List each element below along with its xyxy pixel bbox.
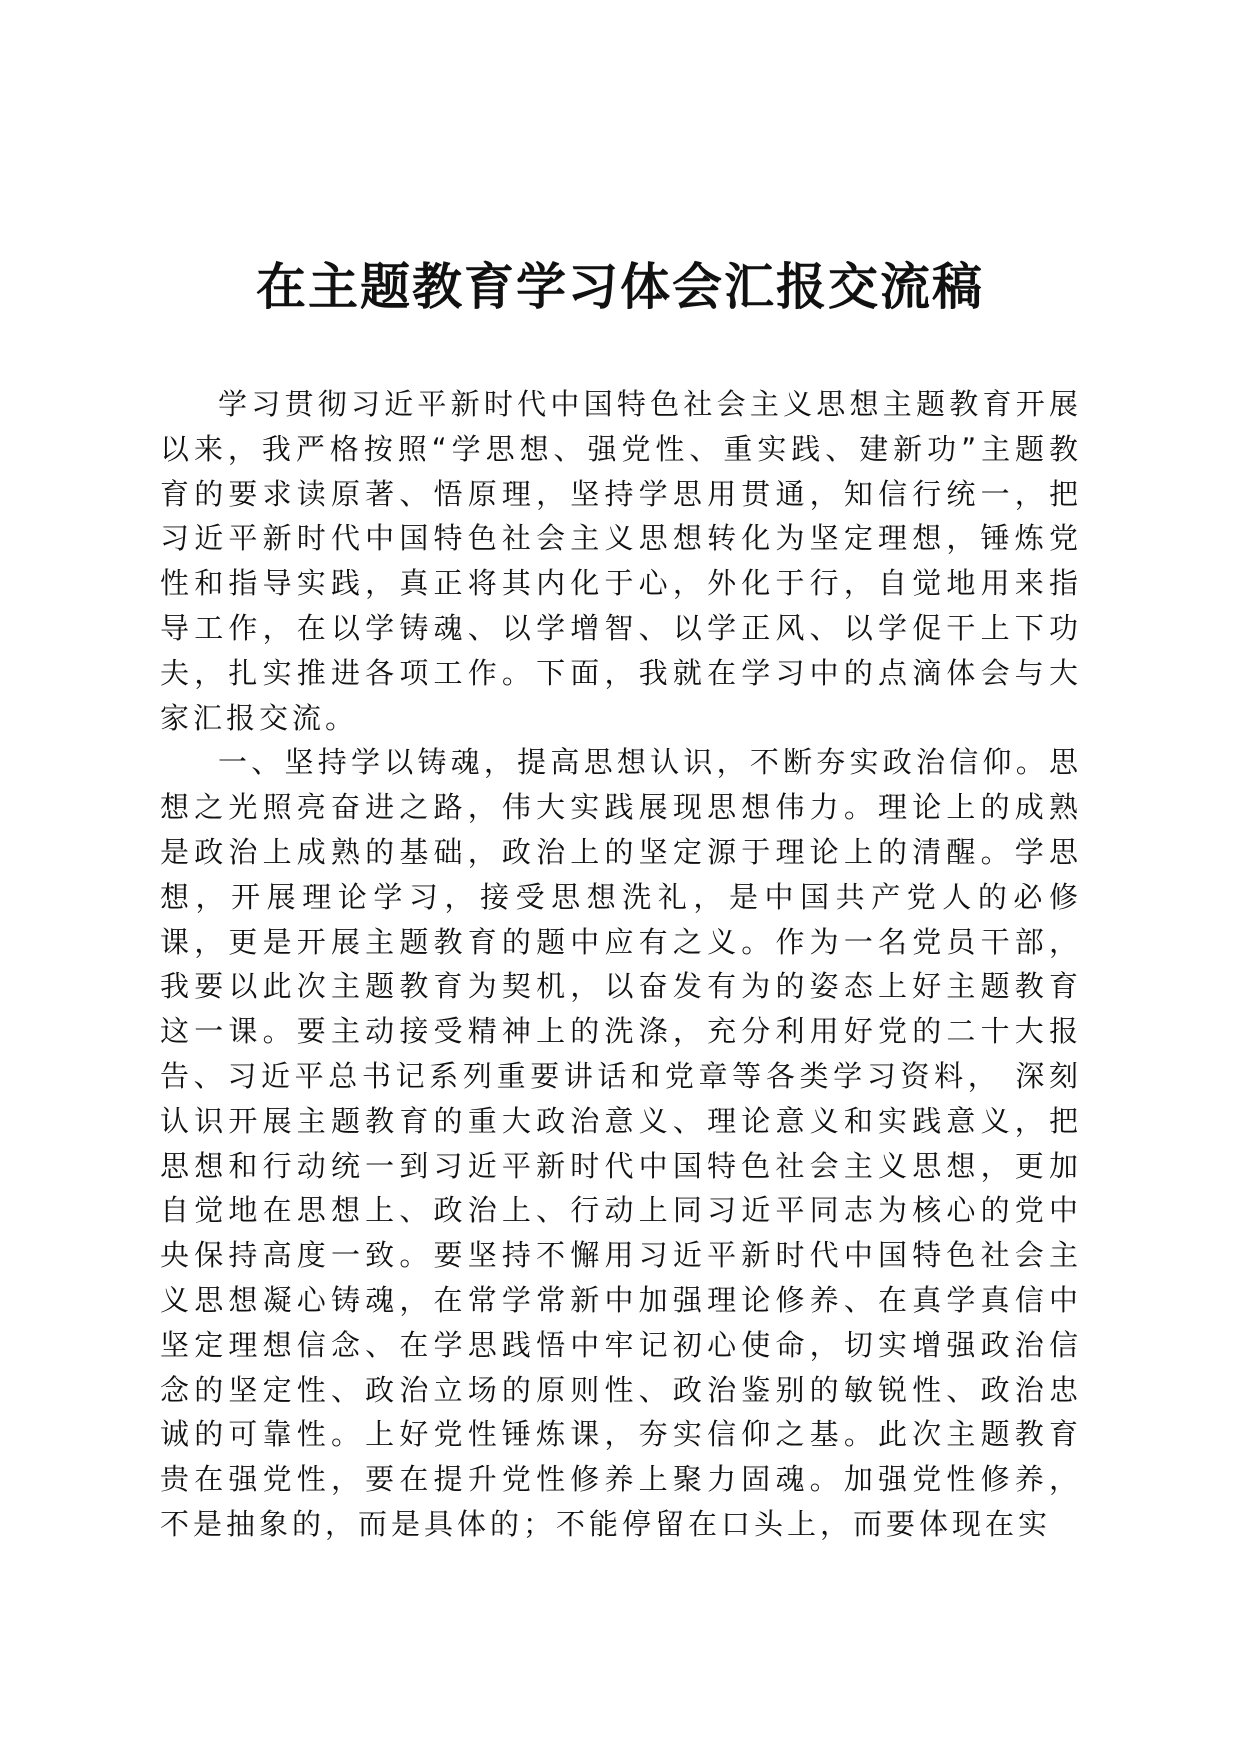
paragraph-section-one: 一、坚持学以铸魂，提高思想认识，不断夯实政治信仰。思想之光照亮奋进之路，伟大实践展现思想伟力。理论上的成熟是政治上成熟的基础，政治上的坚定源于理论上的清醒。学思想，开展理论学习，接受思想洗礼，是中国共产党人的必修课，更是开展主题教育的题中应有之义。作为一名党员干部，我要以此次主题教育为契机，以奋发有为的姿态上好主题教育这一课。要主动接受精神上的洗涤，充分利用好党的二十大报告、习近平总书记系列重要讲话和党章等各类学习资料， 深刻认识开展主题教育的重大政治意义、理论意义和实践意义，把思想和行动统一到习近平新时代中国特色社会主义思想，更加自觉地在思想上、政治上、行动上同习近平同志为核心的党中央保持高度一致。要坚持不懈用习近平新时代中国特色社会主义思想凝心铸魂，在常学常新中加强理论修养、在真学真信中坚定理想信念、在学思践悟中牢记初心使命，切实增强政治信念的坚定性、政治立场的原则性、政治鉴别的敏锐性、政治忠诚的可靠性。上好党性锤炼课，夯实信仰之基。此次主题教育贵在强党性，要在提升党性修养上聚力固魂。加强党性修养，不是抽象的，而是具体的；不能停留在口头上，而要体现在实 <box>160 745 1082 1541</box>
document-body <box>160 382 1082 1547</box>
document-title: 在主题教育学习体会汇报交流稿 <box>256 257 984 316</box>
paragraph-intro: 学习贯彻习近平新时代中国特色社会主义思想主题教育开展以来，我严格按照“学思想、强党性、重实践、建新功”主题教育的要求读原著、悟原理，坚持学思用贯通，知信行统一，把习近平新时代中国特色社会主义思想转化为坚定理想，锤炼党性和指导实践，真正将其内化于心，外化于行，自觉地用来指导工作，在以学铸魂、以学增智、以学正风、以学促干上下功夫，扎实推进各项工作。下面，我就在学习中的点滴体会与大家汇报交流。 <box>160 387 1082 735</box>
